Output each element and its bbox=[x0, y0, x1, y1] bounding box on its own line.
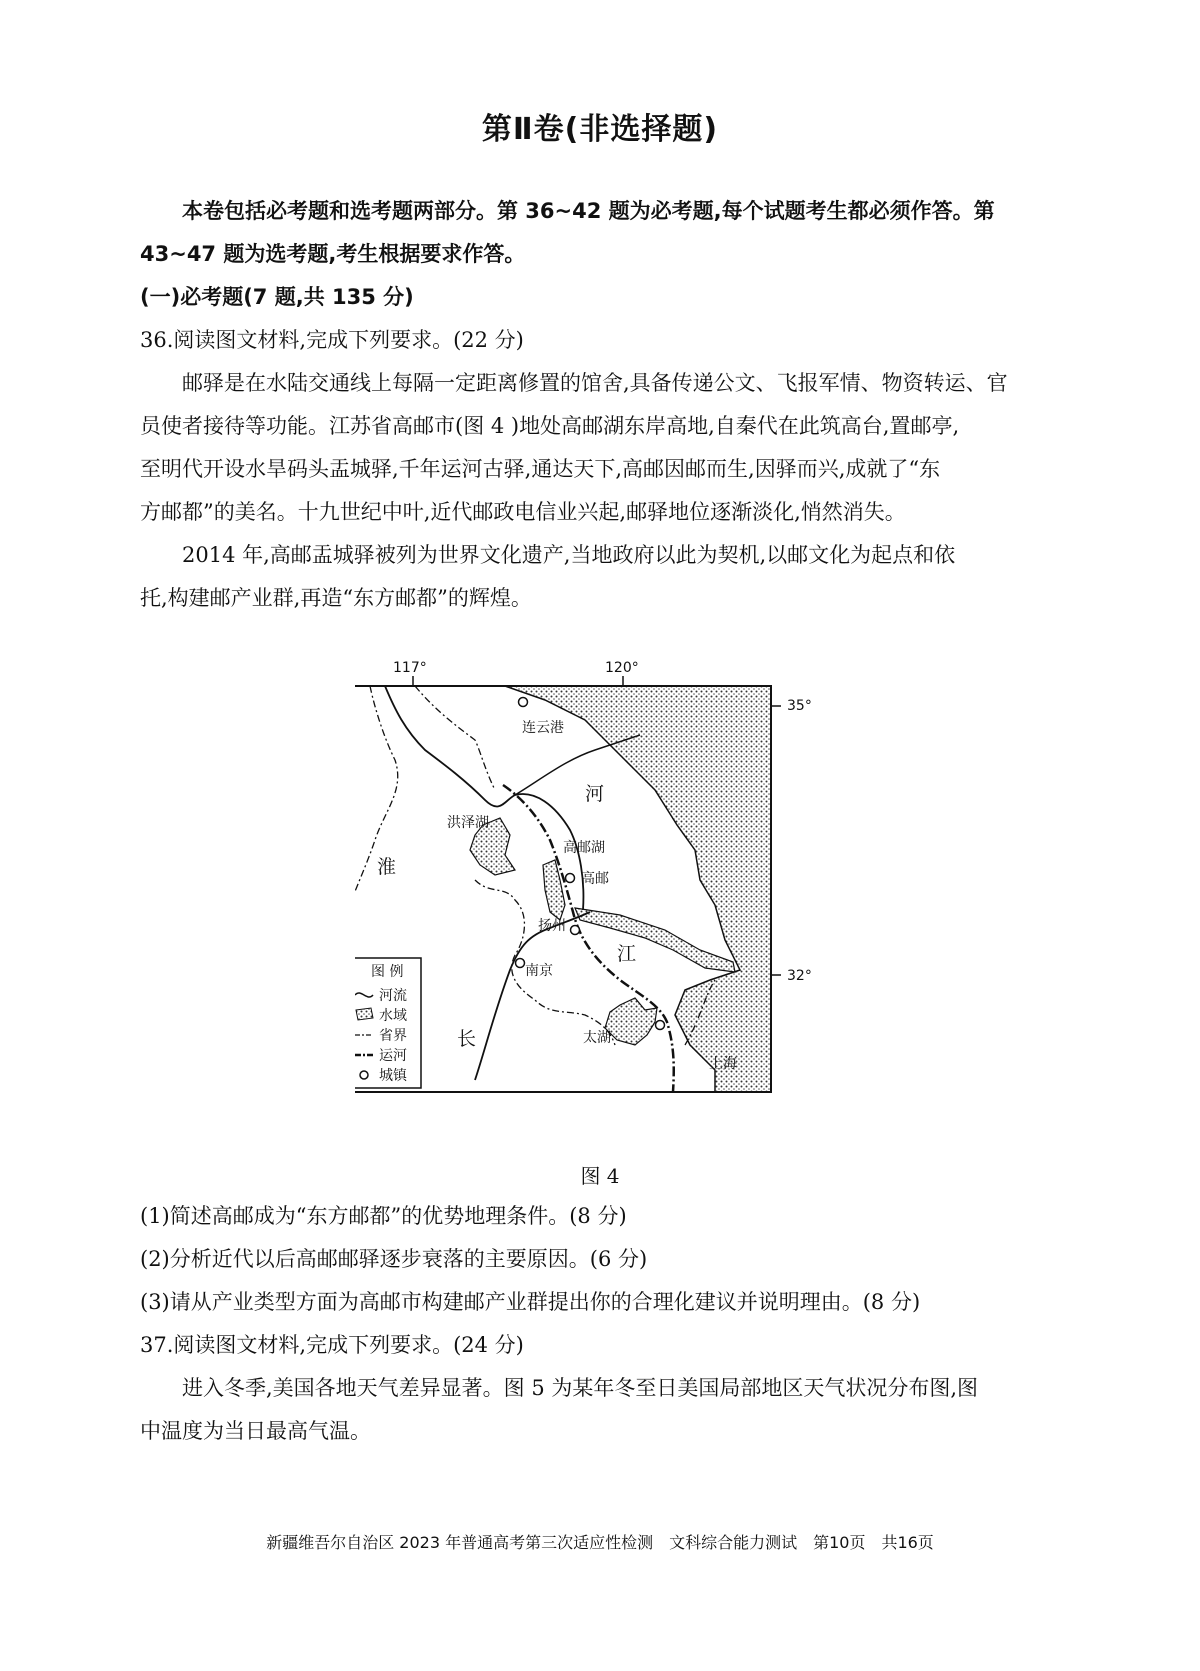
lat-label: 35° bbox=[787, 698, 812, 714]
city-marker bbox=[519, 698, 528, 707]
river-label: 淮 bbox=[377, 856, 397, 878]
map-figure bbox=[355, 650, 835, 1150]
q37-para-line: 进入冬季,美国各地天气差异显著。图 5 为某年冬至日美国局部地区天气状况分布图,图 bbox=[182, 1376, 979, 1400]
place-label: 扬州 bbox=[538, 918, 566, 934]
river-label: 江 bbox=[617, 943, 637, 965]
city-marker bbox=[516, 959, 525, 968]
legend-item: 城镇 bbox=[379, 1068, 407, 1084]
legend-city-symbol bbox=[360, 1071, 368, 1079]
map-svg bbox=[355, 650, 835, 1150]
q36-questions bbox=[140, 1195, 1070, 1453]
river-label: 长 bbox=[457, 1028, 477, 1050]
page-title: 第Ⅱ卷(非选择题) bbox=[481, 112, 719, 147]
intro-line-1: 本卷包括必考题和选考题两部分。第 36~42 题为必考题,每个试题考生都必须作答。第 bbox=[182, 199, 995, 223]
lon-label: 117° bbox=[393, 660, 427, 676]
city-marker bbox=[656, 1021, 665, 1030]
river-line bbox=[475, 912, 590, 1080]
legend-item: 河流 bbox=[379, 988, 407, 1004]
legend-item: 省界 bbox=[379, 1028, 407, 1044]
legend-item: 运河 bbox=[379, 1048, 407, 1064]
intro-text-2 bbox=[140, 233, 1070, 319]
q36-para1-line: 邮驿是在水陆交通线上每隔一定距离修置的馆舍,具备传递公文、飞报军情、物资转运、官 bbox=[182, 371, 1008, 395]
q36-block bbox=[140, 319, 1070, 620]
place-label: 上海 bbox=[709, 1056, 737, 1072]
intro-line-2: 43~47 题为选考题,考生根据要求作答。 bbox=[140, 242, 526, 266]
legend-water-symbol bbox=[356, 1008, 373, 1020]
tai-lake bbox=[605, 998, 657, 1045]
intro-text bbox=[140, 190, 1070, 233]
place-label: 南京 bbox=[525, 963, 553, 979]
figure-caption: 图 4 bbox=[580, 1164, 620, 1188]
place-label: 高邮湖 bbox=[563, 840, 605, 856]
city-marker bbox=[571, 926, 580, 935]
q36-sub-question: (1)简述高邮成为“东方邮都”的优势地理条件。(8 分) bbox=[140, 1204, 627, 1228]
lon-label: 120° bbox=[605, 660, 639, 676]
q36-heading: 36.阅读图文材料,完成下列要求。(22 分) bbox=[140, 328, 524, 352]
q36-para1-line: 至明代开设水旱码头盂城驿,千年运河古驿,通达天下,高邮因邮而生,因驿而兴,成就了“东 bbox=[140, 457, 941, 481]
legend-item: 水域 bbox=[379, 1008, 407, 1024]
section-heading: (一)必考题(7 题,共 135 分) bbox=[140, 285, 414, 309]
q36-para2-line: 2014 年,高邮盂城驿被列为世界文化遗产,当地政府以此为契机,以邮文化为起点和依 bbox=[182, 543, 956, 567]
q37-heading: 37.阅读图文材料,完成下列要求。(24 分) bbox=[140, 1333, 524, 1357]
city-marker bbox=[566, 874, 575, 883]
river-label: 河 bbox=[585, 783, 605, 805]
q36-para1-line: 方邮都”的美名。十九世纪中叶,近代邮政电信业兴起,邮驿地位逐渐淡化,悄然消失。 bbox=[140, 500, 906, 524]
place-label: 高邮 bbox=[581, 871, 609, 887]
q36-sub-question: (3)请从产业类型方面为高邮市构建邮产业群提出你的合理化建议并说明理由。(8 分) bbox=[140, 1290, 921, 1314]
page-footer: 新疆维吾尔自治区 2023 年普通高考第三次适应性检测 文科综合能力测试 第10页 共16页 bbox=[266, 1533, 934, 1552]
province-border bbox=[355, 686, 398, 920]
legend-title: 图 例 bbox=[371, 964, 404, 980]
q37-para-line: 中温度为当日最高气温。 bbox=[140, 1419, 371, 1443]
place-label: 太湖 bbox=[583, 1030, 611, 1046]
q36-sub-question: (2)分析近代以后高邮邮驿逐步衰落的主要原因。(6 分) bbox=[140, 1247, 648, 1271]
q36-para1-line: 员使者接待等功能。江苏省高邮市(图 4 )地处高邮湖东岸高地,自秦代在此筑高台,置邮亭, bbox=[140, 414, 960, 438]
place-label: 洪泽湖 bbox=[447, 815, 489, 831]
estuary-water bbox=[575, 908, 735, 972]
q36-para2-line: 托,构建邮产业群,再造“东方邮都”的辉煌。 bbox=[140, 586, 532, 610]
lat-label: 32° bbox=[787, 968, 812, 984]
place-label: 连云港 bbox=[522, 720, 564, 736]
